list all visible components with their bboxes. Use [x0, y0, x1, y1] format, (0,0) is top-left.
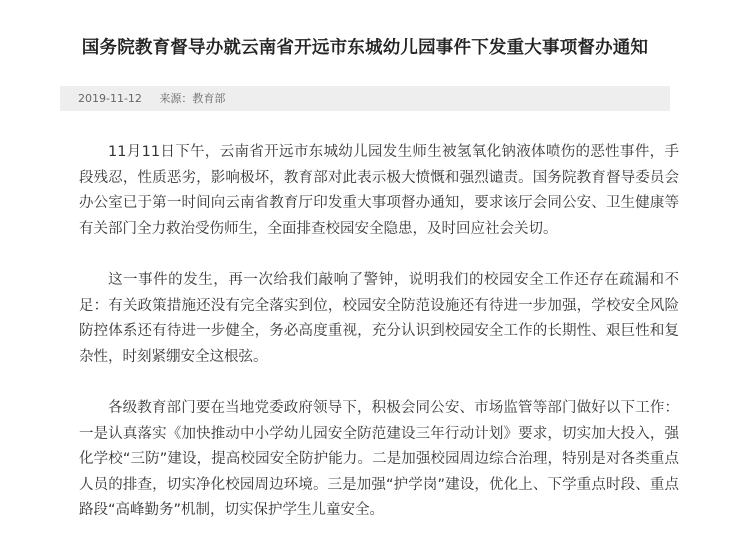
- paragraph-2: 这一事件的发生，再一次给我们敲响了警钟，说明我们的校园安全工作还存在疏漏和不足：有关政策措施还没有完全落实到位，校园安全防范设施还有待进一步加强，学校安全风险防控体系还有待进一步健全，务必高度重视，充分认识到校园安全工作的长期性、艰巨性和复杂性，时刻紧绷安全这根弦。: [79, 272, 679, 365]
- article-meta-bar: [60, 86, 670, 111]
- publish-date: 2019-11-12: [78, 92, 142, 105]
- article-body: [79, 140, 679, 550]
- article-source: 来源：教育部: [159, 92, 226, 105]
- paragraph-1: 11月11日下午，云南省开远市东城幼儿园发生师生被氢氧化钠液体喷伤的恶性事件，手段残忍，性质恶劣，影响极坏，教育部对此表示极大愤慨和强烈谴责。国务院教育督导委员会办公室已于第一时间向云南省教育厅印发重大事项督办通知，要求该厅会同公安、卫生健康等有关部门全力救治受伤师生，全面排查校园安全隐患，及时回应社会关切。: [79, 144, 679, 237]
- paragraph-3: 各级教育部门要在当地党委政府领导下，积极会同公安、市场监管等部门做好以下工作：一是认真落实《加快推动中小学幼儿园安全防范建设三年行动计划》要求，切实加大投入，强化学校“三防”建设，提高校园安全防护能力。二是加强校园周边综合治理，特别是对各类重点人员的排查，切实净化校园周边环境。三是加强“护学岗”建设，优化上、下学重点时段、重点路段“高峰勤务”机制，切实保护学生儿童安全。: [79, 400, 679, 518]
- article-title: 国务院教育督导办就云南省开远市东城幼儿园事件下发重大事项督办通知: [81, 38, 649, 58]
